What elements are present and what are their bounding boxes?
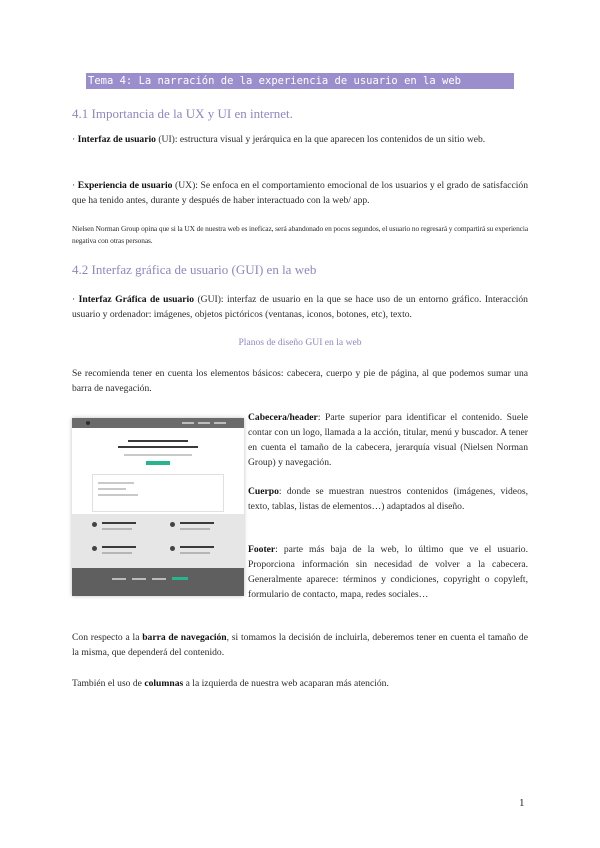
wireframe-feature-text (102, 528, 132, 530)
paragraph-gui-definition (72, 292, 528, 322)
topic-title-banner: Tema 4: La narración de la experiencia de usuario en la web (86, 73, 514, 89)
wireframe-content-box (92, 474, 224, 512)
header-text: : Parte superior para identificar el contenido. Suele contar con un logo, llamada a la acción, titular, menú y buscador. A tener en cuenta el tamaño de la cabecera, jerarquía visual (Nielsen Norman Group) y navegación. (248, 412, 528, 468)
gui-definition-text: (GUI): interfaz de usuario en la que se hace uso de un entorno gráfico. Interacción usuario y ordenador: imágenes, objetos pictóricos (ventanas, iconos, botones, etc), texto. (72, 294, 528, 320)
wireframe-feature-title (180, 546, 214, 548)
body-text: : donde se muestran nuestros contenidos (imágenes, videos, texto, tablas, listas de elementos…) adaptados al diseño. (248, 486, 528, 512)
wireframe-feature-text (180, 552, 210, 554)
page-number: 1 (519, 797, 525, 809)
paragraph-navigation-bar (72, 630, 528, 660)
term-header: Cabecera/header (248, 412, 318, 423)
wireframe-feature-icon (170, 522, 175, 527)
paragraph-footer (248, 542, 528, 602)
planos-caption: Planos de diseño GUI en la web (238, 337, 362, 348)
term-footer: Footer (248, 544, 276, 555)
footer-text: : parte más baja de la web, lo último que ve el usuario. Proporciona información sin necesidad de volver a la cabecera. Generalmente aparece: términos y condiciones, copyright o copyleft, formulario de contacto, mapa, redes sociales… (248, 544, 528, 600)
wireframe-footer-link (152, 578, 166, 580)
paragraph-ux-definition (72, 178, 528, 208)
paragraph-body (248, 484, 528, 514)
paragraph-nielsen-note: Nielsen Norman Group opina que si la UX de nuestra web es ineficaz, será abandonado en pocos segundos, el usuario no regresará y compartirá su experiencia negativa con otras personas. (72, 224, 528, 245)
wireframe-text-line (98, 494, 138, 496)
wireframe-footer (72, 568, 244, 596)
term-columns: columnas (144, 678, 184, 689)
wireframe-footer-button (172, 577, 188, 580)
wireframe-nav-item (198, 422, 210, 424)
bullet: · (72, 294, 79, 305)
wireframe-feature-title (180, 522, 214, 524)
wireframe-feature-title (102, 546, 136, 548)
wireframe-title-line (128, 440, 188, 442)
wireframe-text-line (98, 482, 134, 484)
paragraph-header (248, 410, 528, 470)
wireframe-feature-title (102, 522, 136, 524)
paragraph-ui-definition (72, 132, 528, 147)
wireframe-text-line (98, 488, 126, 490)
website-wireframe-illustration (72, 418, 244, 596)
wireframe-logo (86, 421, 90, 425)
wireframe-body-section (72, 514, 244, 568)
term-ux: Experiencia de usuario (77, 180, 173, 191)
wireframe-feature-icon (92, 522, 97, 527)
wireframe-feature-icon (92, 546, 97, 551)
term-gui: Interfaz Gráfica de usuario (78, 294, 195, 305)
bullet: · (72, 134, 78, 145)
columns-text-pre: También el uso de (72, 678, 145, 689)
paragraph-recommendation: Se recomienda tener en cuenta los elementos básicos: cabecera, cuerpo y pie de página, al que podemos sumar una barra de navegación. (72, 368, 528, 394)
ux-definition-text: (UX): Se enfoca en el comportamiento emocional de los usuarios y el grado de satisfacción que ha tenido antes, durante y después de haber interactuado con la web/ app. (72, 180, 528, 206)
wireframe-title-line (118, 446, 198, 448)
wireframe-nav-item (214, 422, 226, 424)
term-body: Cuerpo (248, 486, 279, 497)
paragraph-columns (72, 676, 528, 691)
term-navigation-bar: barra de navegación (142, 632, 227, 643)
wireframe-cta-button (146, 461, 170, 465)
wireframe-feature-text (180, 528, 210, 530)
bullet: · (72, 180, 78, 191)
wireframe-footer-link (132, 578, 146, 580)
nav-text: , si tomamos la decisión de incluirla, deberemos tener en cuenta el tamaño de la misma, que dependerá del contenido. (72, 632, 528, 658)
section-heading-4-1: 4.1 Importancia de la UX y UI en internet. (72, 106, 293, 121)
wireframe-subtitle-line (124, 454, 192, 456)
ui-definition-text: (UI): estructura visual y jerárquica en la que aparecen los contenidos de un sitio web. (155, 134, 486, 145)
wireframe-footer-link (112, 578, 126, 580)
wireframe-feature-icon (170, 546, 175, 551)
wireframe-feature-text (102, 552, 132, 554)
section-heading-4-2: 4.2 Interfaz gráfica de usuario (GUI) en la web (72, 262, 317, 277)
wireframe-nav-item (182, 422, 194, 424)
nav-text-pre: Con respecto a la (72, 632, 143, 643)
term-ui: Interfaz de usuario (77, 134, 156, 145)
columns-text: a la izquierda de nuestra web acaparan más atención. (183, 678, 389, 689)
